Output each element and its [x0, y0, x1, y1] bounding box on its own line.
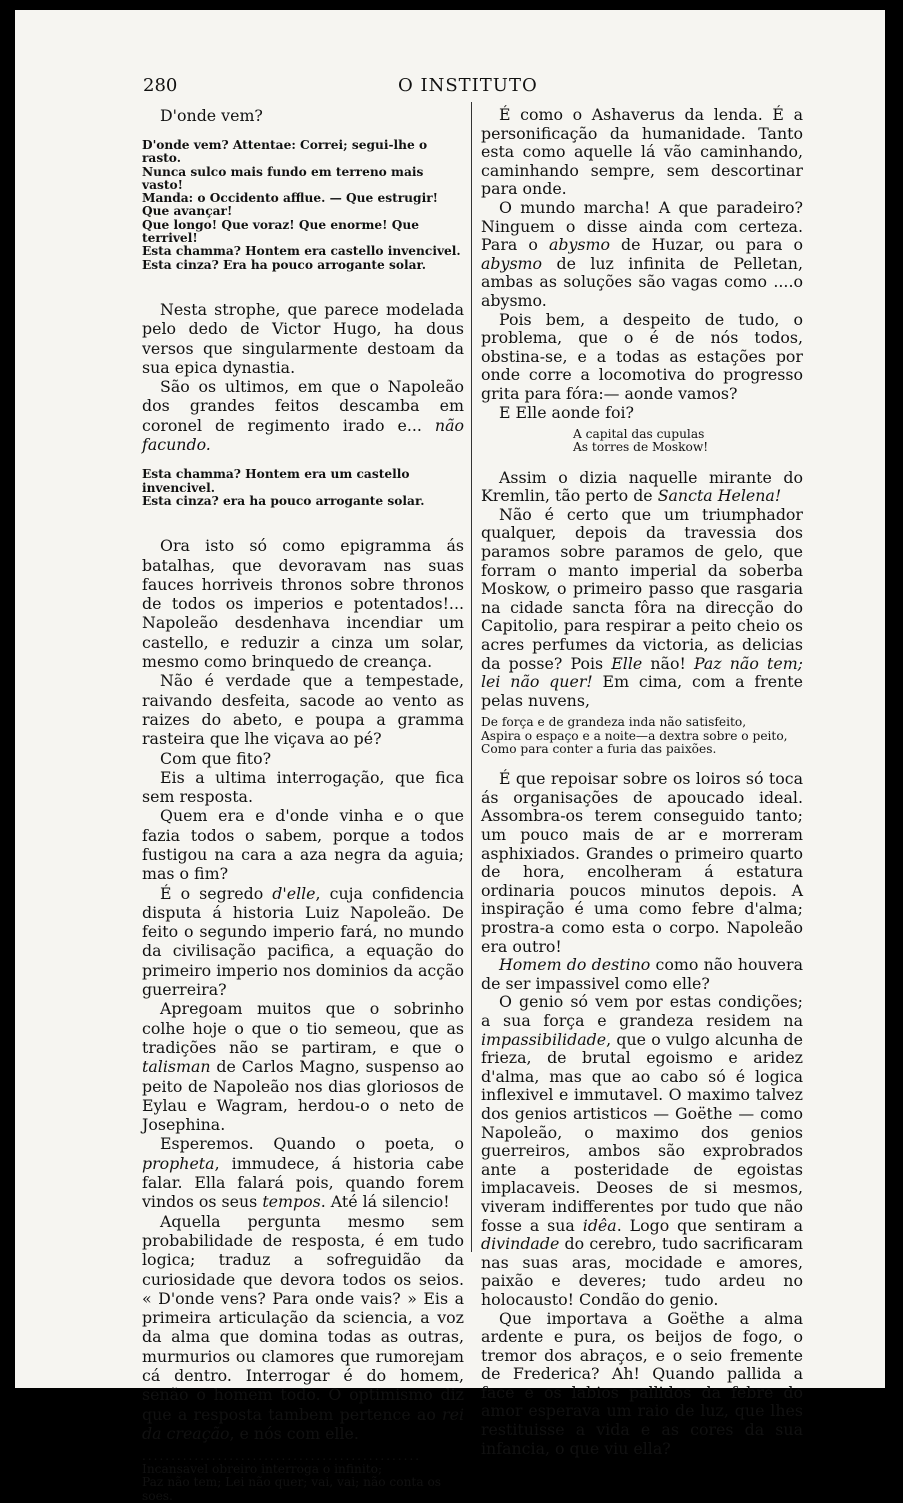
paragraph: Não é verdade que a tempestade, raivando desfeita, sacode ao vento as raizes do abeto, e poupa a gramma rasteira que lhe viçava ao pé? — [142, 671, 464, 749]
verse-line: D'onde vem? Attentae: Correi; segui-lhe o rasto. — [142, 138, 428, 166]
verse-line: Como para conter a furia das paixões. — [481, 742, 717, 756]
paragraph: Eis a ultima interrogação, que fica sem resposta. — [142, 767, 464, 807]
right-column — [481, 106, 803, 1458]
paragraph: Pois bem, a despeito de tudo, o problema, que o é de nós todos, obstina-se, e a todas as estações por onde corre a locomotiva do progresso grita para fóra:— aonde vamos? — [481, 309, 803, 403]
paragraph: É que repoisar sobre os loiros só toca ás organisações de apoucado ideal. Assombra-os terem conseguido tanto; um pouco mais de ar e morreram asphixiados. Grandes o primeiro quarto de hora, encolheram á estatura ordinaria poucos minutos depois. A inspiração é uma como febre d'alma; prostra-a como esta o corpo. Napoleão era outro! — [481, 769, 803, 956]
paragraph: Aquella pergunta mesmo sem probabilidade de resposta, é em tudo logica; traduz a sofreguidão da curiosidade que devora todos os seios. « D'onde vens? Para onde vais? » Eis a primeira articulação da sciencia, a voz da alma que domina todas as outras, murmurios ou clamores que rumorejam cá dentro. Interrogar é do homem, senão o homem todo. O optimismo diz que a resposta tambem pertence ao rei da creação, e nós com elle. — [142, 1211, 464, 1443]
verse-line: Incansavel obreiro interroga o infinito; — [142, 1462, 383, 1477]
ellipsis-divider: ................................................ — [142, 1449, 422, 1464]
section-heading: D'onde vem? — [160, 106, 263, 125]
verse-line: Esta chamma? Hontem era um castello invencivel. — [142, 467, 410, 495]
verse-line: Aspira o espaço e a noite—a dextra sobre o peito, — [481, 728, 788, 743]
paragraph: Que importava a Goëthe a alma ardente e pura, os beijos de fogo, o tremor dos abraços, e o seio fremente de Frederica? Ah! Quando pallida a face e os labios pallidos da febre do amor esperava um raio de luz, que lhes restituisse a vida e as cores da sua infancia, o que viu ella? — [481, 1308, 803, 1458]
column-rule — [471, 102, 472, 1252]
paragraph: É o segredo d'elle, cuja confidencia disputa á historia Luiz Napoleão. De feito o segundo imperio fará, no mundo da civilisação pacifica, a equação do primeiro imperio nos dominios da acção guerreira? — [142, 883, 464, 1000]
paragraph: Não é certo que um triumphador qualquer, depois da travessia dos paramos sobre paramos de gelo, que forram o manto imperial da soberba Moskow, o primeiro passo que rasgaria na cidade sancta fôra na direcção do Capitolio, para respirar a peito cheio os acres perfumes da victoria, as delicias da posse? Pois Elle não! Paz não tem; lei não quer! Em cima, com a frente pelas nuvens, — [481, 504, 803, 710]
running-head: O INSTITUTO — [398, 75, 538, 96]
verse-line: Esta cinza? Era ha pouco arrogante solar. — [142, 257, 427, 272]
verse-line: Que longo! Que voraz! Que enorme! Que terrivel! — [142, 217, 419, 246]
paragraph: Ora isto só como epigramma ás batalhas, que devoravam nas suas fauces horriveis thronos sobre thronos de todos os imperios e potentados!... Napoleão desdenhava incendiar um castello, e reduzir a cinza um solar, mesmo como brinquedo de creança. — [142, 536, 464, 672]
paragraph: Quem era e d'onde vinha e o que fazia todos o sabem, porque a todos fustigou na cara a aza negra da aguia; mas o fim? — [142, 806, 464, 884]
verse-line: De força e de grandeza inda não satisfeito, — [481, 715, 747, 730]
verse-line: Manda: o Occidento afflue. — Que estrugir! Que avançar! — [142, 191, 438, 219]
verse-block-5 — [481, 716, 803, 756]
paragraph: Apregoam muitos que o sobrinho colhe hoje o que o tio semeou, que as tradições não se partiram, e que o talisman de Carlos Magno, suspenso ao peito de Napoleão nos dias gloriosos de Eylau e Wagram, herdou-o o neto de Josephina. — [142, 999, 464, 1135]
verse-line: Paz não tem; Lei não quer; vai, vai; não conta os soes. — [142, 1475, 442, 1503]
verse-line: Esta chamma? Hontem era castello invencivel. — [142, 244, 461, 259]
paragraph: É como o Ashaverus da lenda. É a personificação da humanidade. Tanto esta como aquelle lá vão caminhando, caminhando sempre, sem descortinar para onde. — [481, 105, 803, 199]
paragraph: O mundo marcha! A que paradeiro? Ninguem o disse ainda com certeza. Para o abysmo de Huzar, ou para o abysmo de luz infinita de Pelletan, ambas as soluções são vagas como ....o abysmo. — [481, 197, 803, 310]
verse-block-2 — [142, 468, 464, 508]
paragraph: O genio só vem por estas condições; a sua força e grandeza residem na impassibilidade, que o vulgo alcunha de frieza, de brutal egoismo e aridez d'alma, mas que ao cabo só é logica inflexivel e immutavel. O maximo talvez dos genios artisticos — Goëthe — como Napoleão, o maximo dos genios guerreiros, ambos são exprobrados ante a posteridade de egoistas implacaveis. Deoses de si mesmos, viveram indifferentes por tudo que não fosse a sua idêa. Logo que sentiram a divindade do cerebro, tudo sacrificaram nas suas aras, mocidade e amores, paixão e deveres; tudo ardeu no holocausto! Condão do genio. — [481, 992, 803, 1309]
paragraph: E Elle aonde foi? — [499, 402, 635, 422]
verse-line: A capital das cupulas — [573, 427, 705, 442]
paragraph: Assim o dizia naquelle mirante do Kremlin, tão perto de Sancta Helena! — [481, 467, 803, 506]
paragraph: São os ultimos, em que o Napoleão dos grandes feitos descamba em coronel de regimento irado e... não facundo. — [142, 377, 464, 455]
paragraph: Homem do destino como não houvera de ser impassivel como elle? — [481, 955, 803, 993]
page-number: 280 — [143, 75, 178, 96]
verse-block-3 — [142, 1463, 464, 1503]
paragraph: Com que fito? — [160, 748, 272, 768]
verse-block-4 — [481, 428, 803, 455]
verse-line: As torres de Moskow! — [573, 440, 709, 455]
verse-line: Nunca sulco mais fundo em terreno mais vasto! — [142, 164, 424, 192]
verse-line: Esta cinza? era ha pouco arrogante solar. — [142, 493, 425, 508]
left-column — [142, 106, 464, 1503]
paragraph: Nesta strophe, que parece modelada pelo dedo de Victor Hugo, ha dous versos que singularmente destoam da sua epica dynastia. — [142, 299, 464, 377]
paragraph: Esperemos. Quando o poeta, o propheta, immudece, á historia cabe falar. Ella falará pois, quando forem vindos os seus tempos. Até lá silencio! — [142, 1134, 464, 1212]
verse-block-1 — [142, 139, 464, 272]
